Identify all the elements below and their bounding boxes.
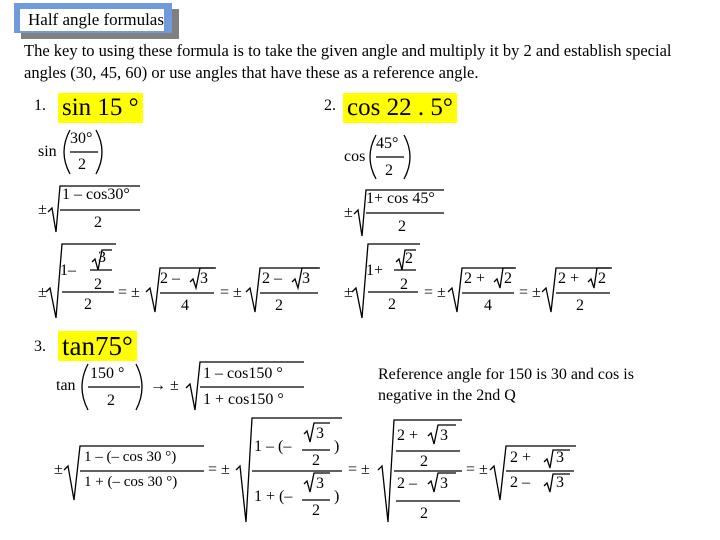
p3-r2-num: 1 – (– cos 30 °) — [84, 449, 177, 465]
p3-r4-num: 2 + — [397, 427, 419, 444]
p1-frac-num: 30° — [70, 130, 93, 147]
page-title: Half angle formulas — [20, 9, 164, 31]
p1-sqrt3-c — [292, 268, 318, 288]
p1-three-a: 3 — [98, 249, 106, 266]
p1-one-minus: 1– — [60, 262, 76, 279]
p1-pm-1: ± — [38, 201, 47, 218]
p1-two-b: 2 — [84, 296, 92, 313]
problem-3-number: 3. — [34, 338, 46, 355]
problem-2-number: 2. — [324, 97, 336, 114]
p1-func: sin — [38, 143, 57, 160]
p3-pm: ± — [54, 461, 63, 478]
p1-s2-three: 3 — [200, 270, 208, 287]
p1-two-a: 2 — [94, 276, 102, 293]
p2-eq-1: = ± — [424, 284, 446, 301]
p3-r3-three-b: 3 — [316, 475, 324, 492]
p2-two-b: 2 — [388, 296, 396, 313]
p3-rad-den: 1 + cos150 ° — [203, 391, 284, 408]
p1-paren-left — [64, 130, 70, 174]
p1-sqrt3-b — [190, 268, 214, 288]
p1-radical-3 — [146, 268, 216, 312]
problem-1-number: 1. — [34, 97, 46, 114]
p2-rad1-den: 2 — [398, 218, 406, 235]
p2-radical-2 — [352, 244, 420, 318]
p3-radical-5 — [490, 446, 576, 500]
p1-eq-2: = ± — [220, 284, 242, 301]
p2-radical-4 — [542, 268, 612, 312]
p3-r4-two-b: 2 — [420, 505, 428, 522]
p3-func: tan — [56, 377, 76, 394]
p3-sqrt3-f — [544, 474, 570, 492]
p2-s2-num: 2 + — [464, 270, 486, 287]
problem-2-label: cos 22 . 5° — [343, 93, 457, 123]
p2-sqrt2-a — [396, 250, 416, 270]
p2-s3-num: 2 + — [558, 270, 580, 287]
p3-frac-den: 2 — [107, 392, 115, 409]
problem-1-label: sin 15 ° — [58, 93, 143, 123]
p2-pm-2: ± — [344, 284, 353, 301]
p2-pm-1: ± — [344, 204, 353, 221]
p1-rad1-num: 1 – cos30° — [62, 186, 130, 203]
p3-r3-close-b: ) — [334, 488, 340, 505]
p1-radical-2 — [46, 244, 116, 318]
p2-one-plus: 1+ — [366, 262, 384, 279]
p1-s2-num: 2 – — [160, 270, 180, 287]
p2-paren-left — [370, 135, 376, 179]
p2-paren-right — [404, 135, 410, 179]
p2-frac-num: 45° — [376, 135, 399, 152]
p2-sqrt2-b — [494, 268, 514, 288]
p3-sqrt3-a — [304, 423, 330, 442]
problem-3-label: tan75° — [58, 331, 137, 361]
p3-r4-two-a: 2 — [420, 453, 428, 470]
p2-radical-3 — [448, 268, 516, 312]
p3-r3-close-a: ) — [334, 438, 340, 455]
p3-r3-two-b: 2 — [312, 502, 320, 519]
p3-r4-three-b: 3 — [440, 475, 448, 492]
p1-rad1-den: 2 — [94, 214, 102, 231]
p3-paren-left — [82, 364, 88, 410]
p3-r3-two-a: 2 — [312, 452, 320, 469]
p1-radical-1 — [48, 186, 140, 232]
p3-sqrt3-e — [544, 450, 570, 468]
p3-r5-three-b: 3 — [556, 474, 564, 491]
p3-r3-den-a: 1 + (– — [254, 488, 293, 505]
p2-two-root: 2 — [405, 250, 413, 267]
p3-r5-num: 2 + — [510, 449, 532, 466]
p3-rad-num: 1 – cos150 ° — [203, 365, 283, 382]
p3-r5-den: 2 – — [510, 474, 530, 491]
intro-text: The key to using these formula is to take the given angle and multiply it by 2 and establish special angles (30, 45, 60) or use angles that have these as a reference angle. — [24, 41, 672, 82]
p2-rad1-num: 1+ cos 45° — [366, 190, 435, 207]
p1-pm-2: ± — [38, 284, 47, 301]
p1-frac-den: 2 — [78, 156, 86, 173]
p2-s2-two: 2 — [504, 270, 512, 287]
p3-radical-2 — [64, 446, 204, 500]
p3-sqrt3-b — [304, 473, 330, 492]
p2-two-a: 2 — [400, 276, 408, 293]
p1-s3-three: 3 — [302, 270, 310, 287]
p3-arrow: → ± — [150, 377, 179, 394]
p3-frac-num: 150 ° — [90, 365, 125, 382]
p3-r4-three-a: 3 — [440, 427, 448, 444]
p3-r3-num-a: 1 – (– — [254, 438, 292, 455]
p1-radical-4 — [246, 268, 320, 312]
p3-r5-three-a: 3 — [556, 449, 564, 466]
p3-radical-1 — [186, 362, 304, 410]
p1-eq-1: = ± — [118, 284, 140, 301]
p3-reference-note: Reference angle for 150 is 30 and cos is negative in the 2nd Q — [378, 366, 634, 404]
p2-eq-2: = ± — [519, 284, 541, 301]
p2-sqrt2-c — [588, 268, 610, 288]
p3-eq-1: = ± — [208, 461, 230, 478]
p3-sqrt3-c — [428, 425, 456, 444]
p3-eq-2: = ± — [348, 461, 370, 478]
p3-r4-den: 2 – — [397, 475, 417, 492]
p2-s3-den: 2 — [576, 297, 584, 314]
p2-s3-two: 2 — [598, 270, 606, 287]
p3-radical-3 — [236, 418, 342, 522]
p3-r2-den: 1 + (– cos 30 °) — [84, 474, 178, 490]
p2-frac-den: 2 — [385, 162, 393, 179]
p3-eq-3: = ± — [466, 461, 488, 478]
p1-s3-num: 2 – — [262, 270, 282, 287]
p3-sqrt3-d — [428, 473, 456, 492]
p2-s2-den: 4 — [484, 297, 492, 314]
p1-s3-den: 2 — [275, 297, 283, 314]
p2-func: cos — [344, 148, 366, 165]
p1-s2-den: 4 — [181, 297, 189, 314]
p3-r3-three-a: 3 — [316, 425, 324, 442]
p1-sqrt3-a — [92, 250, 112, 270]
